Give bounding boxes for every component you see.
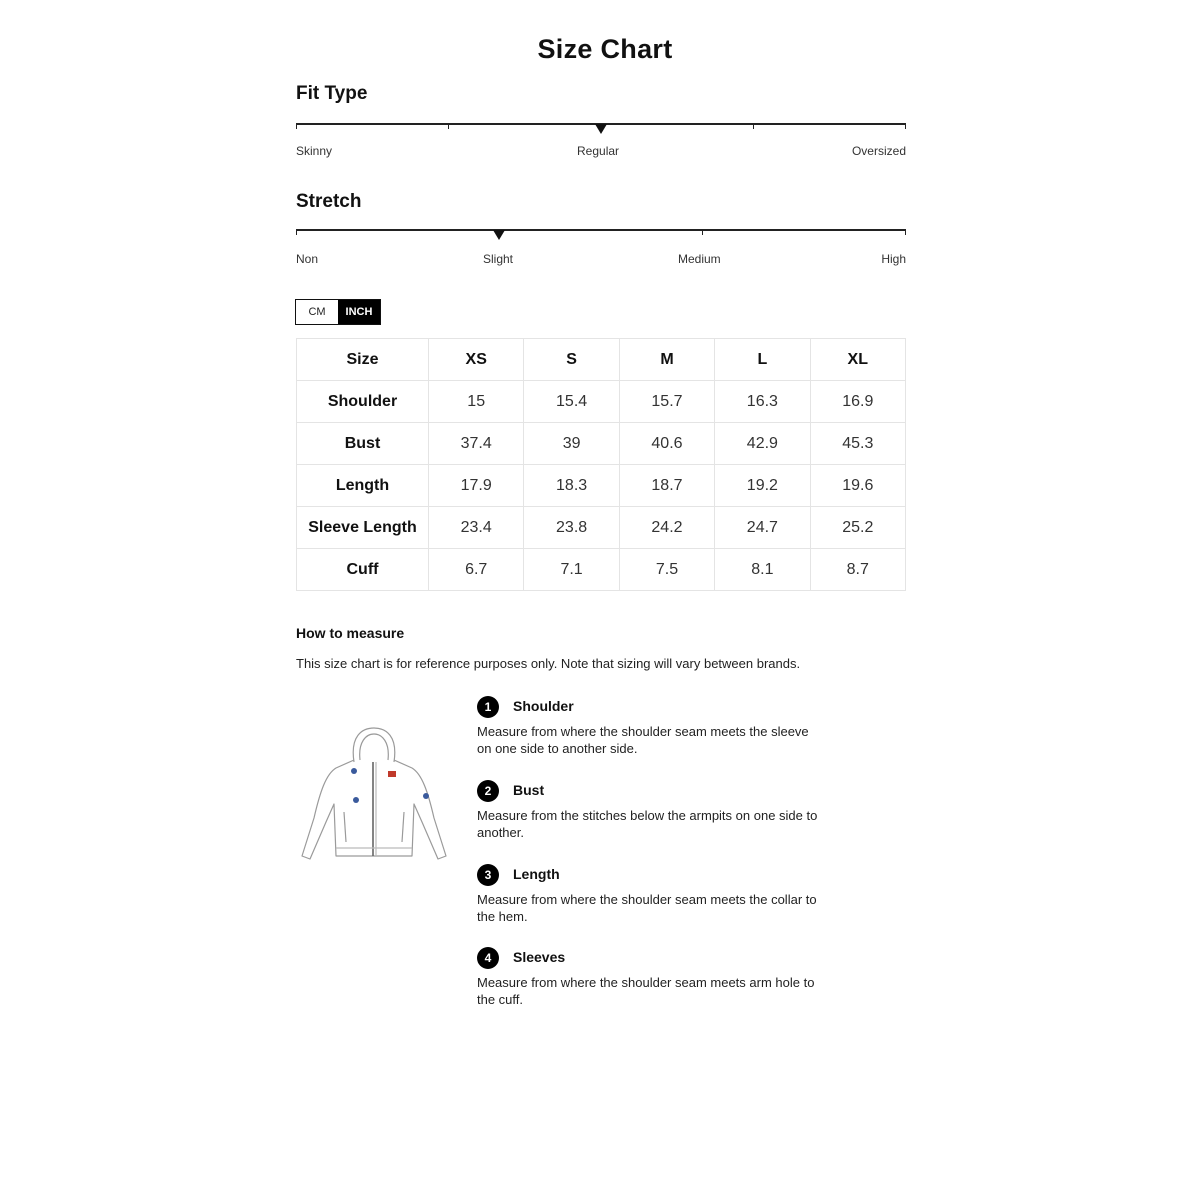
- table-row: [297, 465, 906, 507]
- scale-tick: [296, 229, 297, 235]
- unit-inch-button[interactable]: INCH: [338, 300, 380, 324]
- table-cell: 7.1: [524, 549, 619, 591]
- stretch-option-medium: Medium: [678, 252, 721, 266]
- unit-toggle: [295, 299, 381, 325]
- table-cell: 23.8: [524, 507, 619, 549]
- step-description: Measure from the stitches below the armpits on one side to another.: [477, 808, 818, 840]
- scale-tick: [753, 123, 754, 129]
- row-label: Shoulder: [297, 381, 429, 423]
- step-description: Measure from where the shoulder seam meets the collar to the hem.: [477, 892, 817, 924]
- row-label: Length: [297, 465, 429, 507]
- table-header: S: [524, 339, 619, 381]
- step-title: Bust: [513, 782, 545, 798]
- scale-tick: [702, 229, 703, 235]
- table-cell: 45.3: [810, 423, 905, 465]
- scale-tick: [905, 123, 906, 129]
- table-cell: 24.2: [619, 507, 714, 549]
- row-label: Cuff: [297, 549, 429, 591]
- step-description: Measure from where the shoulder seam meets the sleeve on one side to another side.: [477, 724, 809, 756]
- table-row: [297, 381, 906, 423]
- stretch-option-high: High: [881, 252, 906, 266]
- stretch-option-non: Non: [296, 252, 319, 266]
- stretch-indicator-icon: [493, 230, 505, 240]
- scale-tick: [296, 123, 297, 129]
- bust-marker-icon: [353, 797, 359, 803]
- scale-line: [296, 229, 906, 231]
- table-header: M: [619, 339, 714, 381]
- table-cell: 16.3: [715, 381, 810, 423]
- fit-option-skinny: Skinny: [296, 144, 333, 158]
- table-cell: 19.2: [715, 465, 810, 507]
- table-cell: 15.7: [619, 381, 714, 423]
- table-cell: 25.2: [810, 507, 905, 549]
- table-cell: 8.7: [810, 549, 905, 591]
- step-title: Length: [513, 866, 560, 882]
- table-cell: 18.3: [524, 465, 619, 507]
- table-cell: 16.9: [810, 381, 905, 423]
- table-cell: 24.7: [715, 507, 810, 549]
- step-number-icon: 2: [477, 780, 499, 802]
- sleeve-marker-icon: [423, 793, 429, 799]
- jacket-diagram-icon: [296, 722, 452, 864]
- hood-inner: [360, 734, 389, 760]
- table-row: [297, 549, 906, 591]
- table-cell: 42.9: [715, 423, 810, 465]
- pocket-left: [344, 812, 346, 842]
- table-cell: 8.1: [715, 549, 810, 591]
- fit-option-oversized: Oversized: [851, 144, 906, 158]
- table-cell: 17.9: [429, 465, 524, 507]
- stretch-option-slight: Slight: [483, 252, 514, 266]
- pocket-right: [402, 812, 404, 842]
- how-to-measure-note: This size chart is for reference purposes only. Note that sizing will vary between brands.: [296, 656, 801, 671]
- table-row: [297, 507, 906, 549]
- step-description: Measure from where the shoulder seam meets arm hole to the cuff.: [477, 975, 815, 1007]
- table-cell: 18.7: [619, 465, 714, 507]
- jacket-outline: [302, 760, 446, 859]
- table-cell: 6.7: [429, 549, 524, 591]
- row-label: Sleeve Length: [297, 507, 429, 549]
- step-number-icon: 4: [477, 947, 499, 969]
- table-cell: 7.5: [619, 549, 714, 591]
- fit-option-regular: Regular: [577, 144, 620, 158]
- step-number-icon: 3: [477, 864, 499, 886]
- table-cell: 15: [429, 381, 524, 423]
- fit-type-label: Fit Type: [296, 83, 368, 104]
- fit-type-options: [296, 144, 906, 160]
- table-header: L: [715, 339, 810, 381]
- shoulder-marker-icon: [351, 768, 357, 774]
- table-cell: 40.6: [619, 423, 714, 465]
- table-cell: 23.4: [429, 507, 524, 549]
- stretch-scale: [296, 229, 906, 241]
- table-cell: 15.4: [524, 381, 619, 423]
- how-to-measure-title: How to measure: [296, 625, 405, 641]
- stretch-label: Stretch: [296, 191, 362, 212]
- size-table: [296, 338, 906, 591]
- scale-tick: [905, 229, 906, 235]
- table-header: Size: [297, 339, 429, 381]
- row-label: Bust: [297, 423, 429, 465]
- stretch-options: [296, 252, 906, 268]
- fit-type-scale: [296, 123, 906, 135]
- fit-type-indicator-icon: [595, 124, 607, 134]
- table-header: XS: [429, 339, 524, 381]
- step-number-icon: 1: [477, 696, 499, 718]
- page-title: Size Chart: [537, 34, 673, 64]
- table-row: [297, 423, 906, 465]
- table-cell: 37.4: [429, 423, 524, 465]
- unit-cm-button[interactable]: CM: [296, 300, 338, 324]
- table-cell: 39: [524, 423, 619, 465]
- step-title: Shoulder: [513, 698, 574, 714]
- length-marker-icon: [388, 771, 396, 777]
- scale-tick: [448, 123, 449, 129]
- table-header: XL: [810, 339, 905, 381]
- table-cell: 19.6: [810, 465, 905, 507]
- table-header-row: [297, 339, 906, 381]
- step-title: Sleeves: [513, 949, 566, 965]
